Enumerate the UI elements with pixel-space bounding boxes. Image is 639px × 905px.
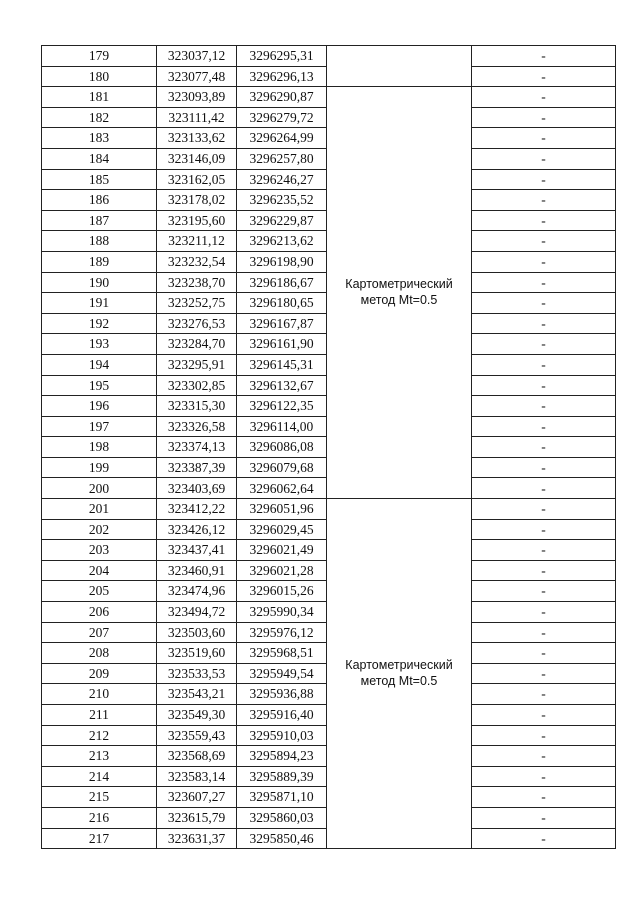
note-cell: - [472, 169, 616, 190]
note-cell: - [472, 457, 616, 478]
y-coordinate-cell: 3296161,90 [237, 334, 327, 355]
note-cell: - [472, 396, 616, 417]
point-number-cell: 206 [42, 602, 157, 623]
point-number-cell: 198 [42, 437, 157, 458]
x-coordinate-cell: 323374,13 [157, 437, 237, 458]
point-number-cell: 205 [42, 581, 157, 602]
note-cell: - [472, 560, 616, 581]
x-coordinate-cell: 323077,48 [157, 66, 237, 87]
point-number-cell: 179 [42, 46, 157, 67]
y-coordinate-cell: 3295894,23 [237, 746, 327, 767]
y-coordinate-cell: 3296062,64 [237, 478, 327, 499]
y-coordinate-cell: 3295936,88 [237, 684, 327, 705]
x-coordinate-cell: 323403,69 [157, 478, 237, 499]
y-coordinate-cell: 3296021,49 [237, 540, 327, 561]
note-cell: - [472, 787, 616, 808]
y-coordinate-cell: 3295990,34 [237, 602, 327, 623]
note-cell: - [472, 684, 616, 705]
y-coordinate-cell: 3296051,96 [237, 499, 327, 520]
y-coordinate-cell: 3295949,54 [237, 663, 327, 684]
point-number-cell: 196 [42, 396, 157, 417]
note-cell: - [472, 807, 616, 828]
method-label-line2: метод Mt=0.5 [360, 673, 438, 688]
x-coordinate-cell: 323631,37 [157, 828, 237, 849]
y-coordinate-cell: 3296246,27 [237, 169, 327, 190]
note-cell: - [472, 663, 616, 684]
x-coordinate-cell: 323195,60 [157, 210, 237, 231]
point-number-cell: 217 [42, 828, 157, 849]
x-coordinate-cell: 323583,14 [157, 766, 237, 787]
note-cell: - [472, 828, 616, 849]
note-cell: - [472, 602, 616, 623]
x-coordinate-cell: 323568,69 [157, 746, 237, 767]
y-coordinate-cell: 3296198,90 [237, 251, 327, 272]
x-coordinate-cell: 323559,43 [157, 725, 237, 746]
y-coordinate-cell: 3296114,00 [237, 416, 327, 437]
point-number-cell: 204 [42, 560, 157, 581]
y-coordinate-cell: 3295871,10 [237, 787, 327, 808]
point-number-cell: 202 [42, 519, 157, 540]
note-cell: - [472, 313, 616, 334]
x-coordinate-cell: 323387,39 [157, 457, 237, 478]
table-row [42, 46, 616, 67]
note-cell: - [472, 478, 616, 499]
x-coordinate-cell: 323037,12 [157, 46, 237, 67]
y-coordinate-cell: 3296145,31 [237, 354, 327, 375]
x-coordinate-cell: 323607,27 [157, 787, 237, 808]
note-cell: - [472, 190, 616, 211]
point-number-cell: 214 [42, 766, 157, 787]
point-number-cell: 192 [42, 313, 157, 334]
note-cell: - [472, 622, 616, 643]
note-cell: - [472, 46, 616, 67]
note-cell: - [472, 725, 616, 746]
y-coordinate-cell: 3295910,03 [237, 725, 327, 746]
note-cell: - [472, 148, 616, 169]
y-coordinate-cell: 3295916,40 [237, 705, 327, 726]
point-number-cell: 215 [42, 787, 157, 808]
y-coordinate-cell: 3296235,52 [237, 190, 327, 211]
x-coordinate-cell: 323503,60 [157, 622, 237, 643]
x-coordinate-cell: 323238,70 [157, 272, 237, 293]
method-label-line1: Картометрический [345, 277, 453, 291]
x-coordinate-cell: 323412,22 [157, 499, 237, 520]
note-cell: - [472, 293, 616, 314]
method-cell [327, 87, 472, 499]
note-cell: - [472, 705, 616, 726]
y-coordinate-cell: 3296186,67 [237, 272, 327, 293]
y-coordinate-cell: 3295850,46 [237, 828, 327, 849]
y-coordinate-cell: 3296021,28 [237, 560, 327, 581]
x-coordinate-cell: 323284,70 [157, 334, 237, 355]
x-coordinate-cell: 323315,30 [157, 396, 237, 417]
y-coordinate-cell: 3296015,26 [237, 581, 327, 602]
note-cell: - [472, 416, 616, 437]
point-number-cell: 199 [42, 457, 157, 478]
x-coordinate-cell: 323474,96 [157, 581, 237, 602]
method-label-line2: метод Mt=0.5 [360, 292, 438, 307]
y-coordinate-cell: 3296167,87 [237, 313, 327, 334]
note-cell: - [472, 643, 616, 664]
note-cell: - [472, 272, 616, 293]
note-cell: - [472, 210, 616, 231]
y-coordinate-cell: 3295860,03 [237, 807, 327, 828]
x-coordinate-cell: 323460,91 [157, 560, 237, 581]
point-number-cell: 184 [42, 148, 157, 169]
y-coordinate-cell: 3296029,45 [237, 519, 327, 540]
point-number-cell: 193 [42, 334, 157, 355]
method-label-line1: Картометрический [345, 657, 453, 672]
x-coordinate-cell: 323615,79 [157, 807, 237, 828]
x-coordinate-cell: 323543,21 [157, 684, 237, 705]
point-number-cell: 209 [42, 663, 157, 684]
y-coordinate-cell: 3296279,72 [237, 107, 327, 128]
note-cell: - [472, 437, 616, 458]
y-coordinate-cell: 3296257,80 [237, 148, 327, 169]
y-coordinate-cell: 3295889,39 [237, 766, 327, 787]
point-number-cell: 190 [42, 272, 157, 293]
x-coordinate-cell: 323295,91 [157, 354, 237, 375]
point-number-cell: 182 [42, 107, 157, 128]
point-number-cell: 210 [42, 684, 157, 705]
point-number-cell: 212 [42, 725, 157, 746]
point-number-cell: 181 [42, 87, 157, 108]
x-coordinate-cell: 323549,30 [157, 705, 237, 726]
x-coordinate-cell: 323437,41 [157, 540, 237, 561]
y-coordinate-cell: 3296122,35 [237, 396, 327, 417]
x-coordinate-cell: 323276,53 [157, 313, 237, 334]
x-coordinate-cell: 323252,75 [157, 293, 237, 314]
y-coordinate-cell: 3296079,68 [237, 457, 327, 478]
note-cell: - [472, 766, 616, 787]
note-cell: - [472, 746, 616, 767]
point-number-cell: 189 [42, 251, 157, 272]
coordinates-table [41, 45, 616, 849]
x-coordinate-cell: 323211,12 [157, 231, 237, 252]
point-number-cell: 188 [42, 231, 157, 252]
note-cell: - [472, 66, 616, 87]
point-number-cell: 216 [42, 807, 157, 828]
method-cell [327, 46, 472, 87]
point-number-cell: 213 [42, 746, 157, 767]
point-number-cell: 191 [42, 293, 157, 314]
y-coordinate-cell: 3296180,65 [237, 293, 327, 314]
point-number-cell: 195 [42, 375, 157, 396]
point-number-cell: 183 [42, 128, 157, 149]
point-number-cell: 211 [42, 705, 157, 726]
table-row [42, 499, 616, 520]
x-coordinate-cell: 323494,72 [157, 602, 237, 623]
x-coordinate-cell: 323426,12 [157, 519, 237, 540]
note-cell: - [472, 519, 616, 540]
y-coordinate-cell: 3296229,87 [237, 210, 327, 231]
x-coordinate-cell: 323326,58 [157, 416, 237, 437]
y-coordinate-cell: 3296213,62 [237, 231, 327, 252]
x-coordinate-cell: 323133,62 [157, 128, 237, 149]
y-coordinate-cell: 3296295,31 [237, 46, 327, 67]
note-cell: - [472, 581, 616, 602]
y-coordinate-cell: 3296296,13 [237, 66, 327, 87]
note-cell: - [472, 334, 616, 355]
point-number-cell: 185 [42, 169, 157, 190]
note-cell: - [472, 540, 616, 561]
method-cell [327, 499, 472, 849]
x-coordinate-cell: 323533,53 [157, 663, 237, 684]
x-coordinate-cell: 323093,89 [157, 87, 237, 108]
x-coordinate-cell: 323519,60 [157, 643, 237, 664]
x-coordinate-cell: 323302,85 [157, 375, 237, 396]
point-number-cell: 203 [42, 540, 157, 561]
y-coordinate-cell: 3296086,08 [237, 437, 327, 458]
y-coordinate-cell: 3296264,99 [237, 128, 327, 149]
note-cell: - [472, 499, 616, 520]
point-number-cell: 194 [42, 354, 157, 375]
note-cell: - [472, 354, 616, 375]
point-number-cell: 197 [42, 416, 157, 437]
x-coordinate-cell: 323162,05 [157, 169, 237, 190]
x-coordinate-cell: 323232,54 [157, 251, 237, 272]
note-cell: - [472, 107, 616, 128]
x-coordinate-cell: 323146,09 [157, 148, 237, 169]
note-cell: - [472, 231, 616, 252]
x-coordinate-cell: 323178,02 [157, 190, 237, 211]
point-number-cell: 180 [42, 66, 157, 87]
point-number-cell: 201 [42, 499, 157, 520]
y-coordinate-cell: 3295968,51 [237, 643, 327, 664]
y-coordinate-cell: 3296290,87 [237, 87, 327, 108]
x-coordinate-cell: 323111,42 [157, 107, 237, 128]
point-number-cell: 186 [42, 190, 157, 211]
point-number-cell: 207 [42, 622, 157, 643]
y-coordinate-cell: 3295976,12 [237, 622, 327, 643]
note-cell: - [472, 87, 616, 108]
point-number-cell: 208 [42, 643, 157, 664]
note-cell: - [472, 128, 616, 149]
point-number-cell: 200 [42, 478, 157, 499]
note-cell: - [472, 375, 616, 396]
point-number-cell: 187 [42, 210, 157, 231]
y-coordinate-cell: 3296132,67 [237, 375, 327, 396]
table-row [42, 87, 616, 108]
note-cell: - [472, 251, 616, 272]
coordinates-table-body [42, 46, 616, 849]
